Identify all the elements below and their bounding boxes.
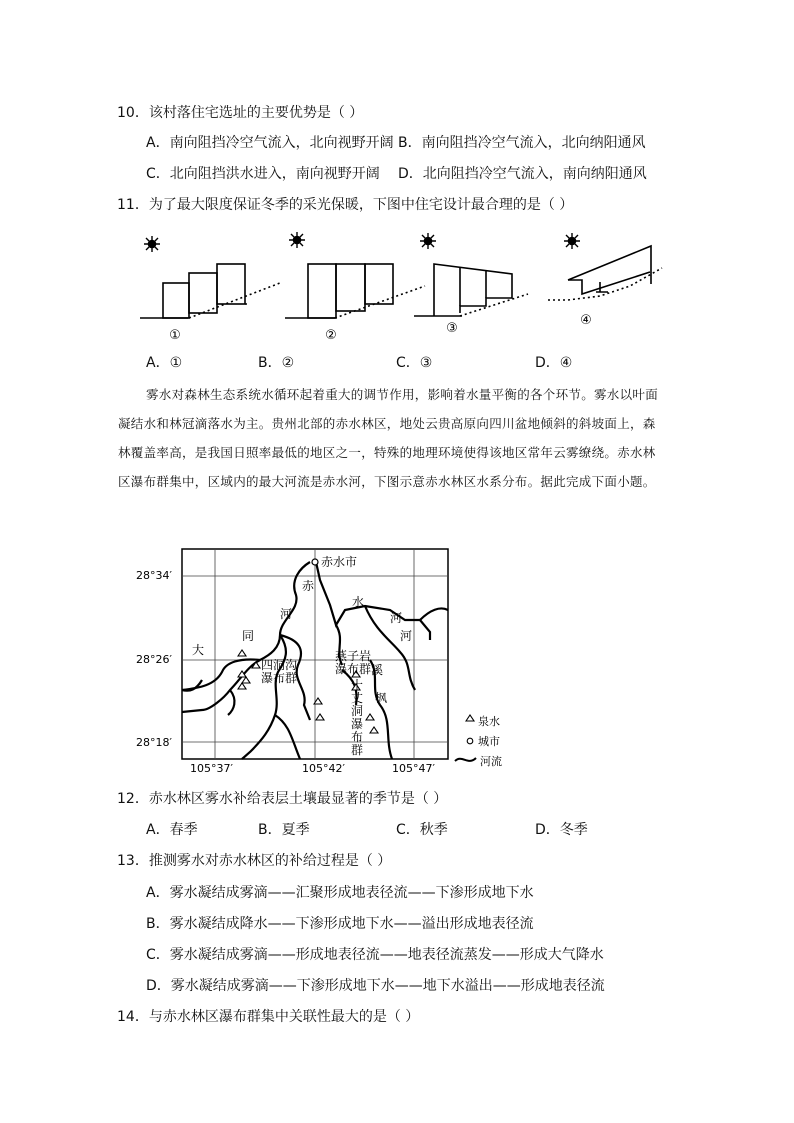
shizhangdong-char-1: 十 xyxy=(351,678,364,692)
river-label-shui: 水 xyxy=(352,595,365,609)
q13-option-a: A．雾水凝结成雾滴——汇聚形成地表径流——下渗形成地下水 xyxy=(146,885,534,901)
q12-option-d: D．冬季 xyxy=(535,822,588,838)
river-label-he1: 河 xyxy=(280,607,293,621)
lat-label-1: 28°34′ xyxy=(136,569,172,582)
figure-label-1: ① xyxy=(169,328,181,343)
shizhangdong-char-4: 瀑 xyxy=(351,717,364,731)
sidonggou-label: 四洞沟 xyxy=(261,658,298,672)
figure-label-3: ③ xyxy=(446,321,458,336)
legend-river-label: 河流 xyxy=(480,755,502,768)
q10-option-a: A．南向阻挡冷空气流入，北向视野开阔 xyxy=(146,135,394,151)
river-label-he2: 河 xyxy=(390,611,403,625)
passage-text: 雾水对森林生态系统水循环起着重大的调节作用，影响着水量平衡的各个环节。雾水以叶面凝结水和林冠滴落水为主。贵州北部的赤水林区，地处云贵高原向四川盆地倾斜的斜坡面上，森林覆盖率高，是我国日照率最低的地区之一，特殊的地理环境使得该地区常年云雾缭绕。赤水林区瀑布群集中，区域内的最大河流是赤水河，下图示意赤水林区水系分布。据此完成下面小题。 xyxy=(118,387,659,489)
q13-stem: 13．推测雾水对赤水林区的补给过程是（ ） xyxy=(117,853,392,869)
river-label-chi: 赤 xyxy=(302,579,315,593)
q13-option-b: B．雾水凝结成降水——下渗形成地下水——溢出形成地表径流 xyxy=(146,916,534,932)
legend-spring-label: 泉水 xyxy=(478,715,500,728)
lon-label-3: 105°47′ xyxy=(392,762,435,775)
legend-city-label: 城市 xyxy=(478,735,500,748)
house-design-3 xyxy=(414,264,528,316)
q11-stem: 11．为了最大限度保证冬季的采光保暖，下图中住宅设计最合理的是（ ） xyxy=(117,197,574,213)
lat-label-3: 28°18′ xyxy=(136,736,172,749)
chishui-water-system-map xyxy=(130,540,530,780)
reading-passage xyxy=(118,380,663,496)
river-label-feng: 枫 xyxy=(375,691,388,705)
q12-option-a: A．春季 xyxy=(146,822,198,838)
sun-icon-2 xyxy=(289,232,305,248)
q12-stem: 12．赤水林区雾水补给表层土壤最显著的季节是（ ） xyxy=(117,791,448,807)
sun-icon-4 xyxy=(564,233,580,249)
yanziyan-label-2: 瀑布群 xyxy=(335,662,372,676)
river-label-xi: 溪 xyxy=(371,663,384,677)
shizhangdong-char-5: 布 xyxy=(351,730,364,744)
house-design-2 xyxy=(285,264,425,318)
q13-option-c: C．雾水凝结成雾滴——形成地表径流——地表径流蒸发——形成大气降水 xyxy=(146,947,604,963)
lon-label-1: 105°37′ xyxy=(190,762,233,775)
q11-option-b: B．② xyxy=(258,355,295,371)
q10-stem: 10．该村落住宅选址的主要优势是（ ） xyxy=(117,105,364,121)
q11-option-c: C．③ xyxy=(396,355,433,371)
sun-icon-3 xyxy=(420,233,436,249)
q13-option-d: D．雾水凝结成雾滴——下渗形成地下水——地下水溢出——形成地表径流 xyxy=(146,978,605,994)
river-label-tong: 同 xyxy=(242,629,255,643)
q12-option-b: B．夏季 xyxy=(258,822,310,838)
city-marker xyxy=(312,559,318,565)
house-design-1 xyxy=(140,264,280,318)
shizhangdong-char-2: 丈 xyxy=(351,691,364,705)
shizhangdong-char-3: 洞 xyxy=(351,704,364,718)
yanziyan-label: 燕子岩 xyxy=(335,649,372,663)
q10-option-b: B．南向阻挡冷空气流入，北向纳阳通风 xyxy=(398,135,646,151)
river-label-he3: 河 xyxy=(400,629,413,643)
sidonggou-label-2: 瀑布群 xyxy=(261,671,298,685)
river-label-da: 大 xyxy=(192,643,205,657)
shizhangdong-char-6: 群 xyxy=(351,743,364,757)
lat-label-2: 28°26′ xyxy=(136,653,172,666)
house-design-4 xyxy=(548,246,662,300)
figure-label-4: ④ xyxy=(580,313,592,328)
q10-option-c: C．北向阻挡洪水进入，南向视野开阔 xyxy=(146,166,380,182)
q11-option-a: A．① xyxy=(146,355,183,371)
q12-option-c: C．秋季 xyxy=(396,822,448,838)
city-label: 赤水市 xyxy=(321,555,358,569)
sun-icon-1 xyxy=(144,236,160,252)
house-design-figure xyxy=(130,228,670,346)
q11-option-d: D．④ xyxy=(535,355,573,371)
lon-label-2: 105°42′ xyxy=(302,762,345,775)
figure-label-2: ② xyxy=(325,328,337,343)
q14-stem: 14．与赤水林区瀑布群集中关联性最大的是（ ） xyxy=(117,1009,420,1025)
q10-option-d: D．北向阻挡冷空气流入，南向纳阳通风 xyxy=(398,166,647,182)
